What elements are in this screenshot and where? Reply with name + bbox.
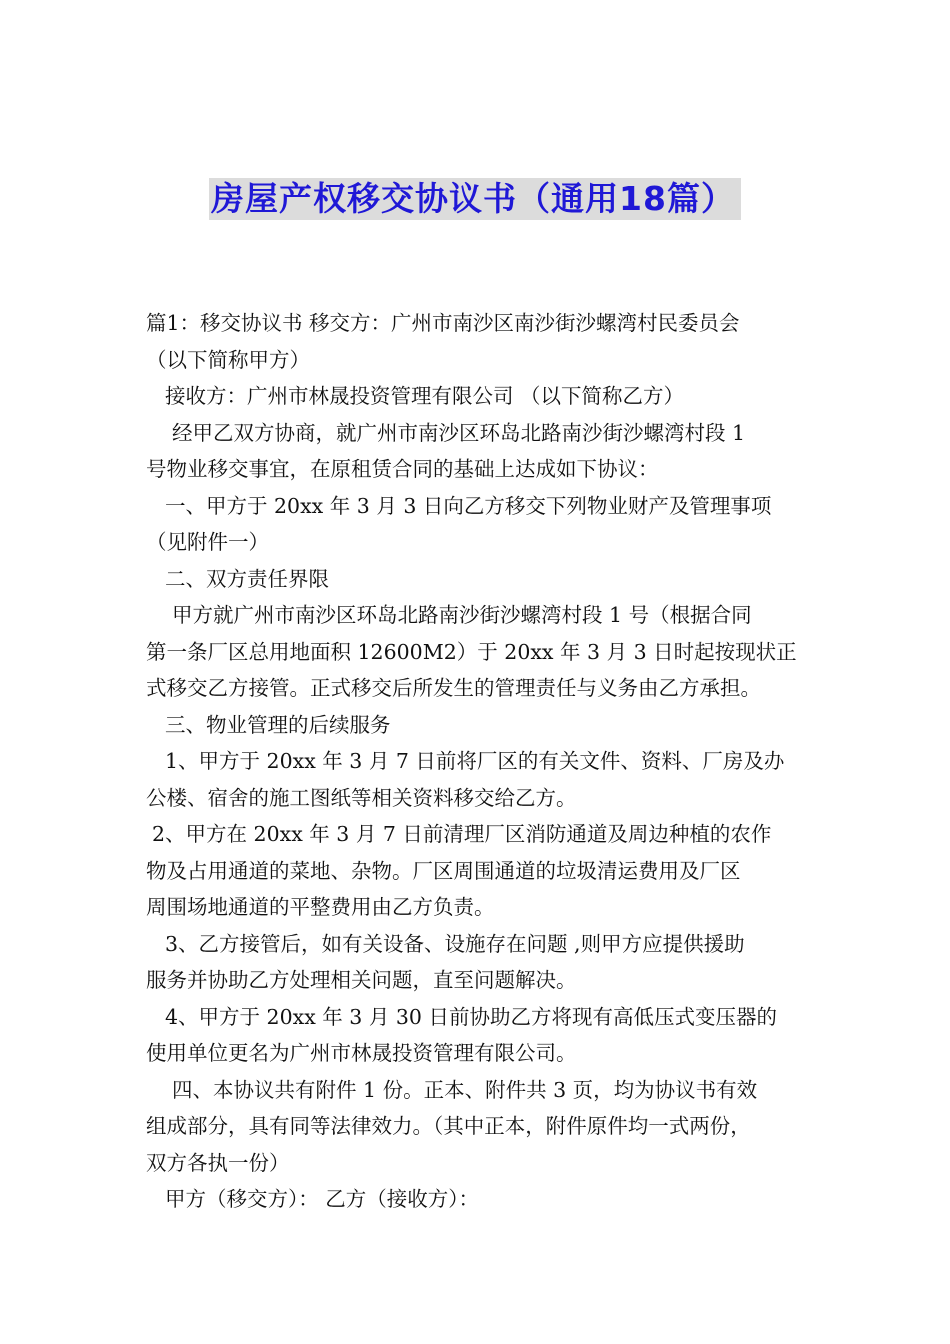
paragraph-line: 经甲乙双方协商，就广州市南沙区环岛北路南沙街沙螺湾村段 1: [172, 420, 746, 445]
paragraph-line: 四、本协议共有附件 1 份。正本、附件共 3 页，均为协议书有效: [172, 1077, 758, 1102]
document-body: [146, 305, 810, 1218]
paragraph-line: 服务并协助乙方处理相关问题，直至问题解决。: [146, 968, 577, 992]
document-title: 房屋产权移交协议书（通用18篇）: [209, 178, 741, 220]
paragraph-line: 使用单位更名为广州市林晟投资管理有限公司。: [146, 1041, 577, 1065]
paragraph-line: 公楼、宿舍的施工图纸等相关资料移交给乙方。: [146, 785, 577, 810]
paragraph-line: 接收方：广州市林晟投资管理有限公司 （以下简称乙方）: [165, 384, 685, 408]
paragraph-line: 4、甲方于 20xx 年 3 月 30 日前协助乙方将现有高低压式变压器的: [165, 1004, 777, 1029]
paragraph-line: 3、乙方接管后，如有关设备、设施存在问题 ,则甲方应提供援助: [165, 931, 745, 956]
paragraph-line: 号物业移交事宜，在原租赁合同的基础上达成如下协议：: [146, 457, 659, 481]
paragraph-line: 甲方就广州市南沙区环岛北路南沙街沙螺湾村段 1 号（根据合同: [172, 603, 752, 627]
paragraph-line: 一、甲方于 20xx 年 3 月 3 日向乙方移交下列物业财产及管理事项: [165, 493, 772, 518]
title-container: [0, 178, 950, 220]
paragraph-line: 双方各执一份）: [146, 1150, 290, 1175]
paragraph-line: 物及占用通道的菜地、杂物。厂区周围通道的垃圾清运费用及厂区: [146, 858, 741, 883]
paragraph-line: 周围场地通道的平整费用由乙方负责。: [146, 895, 495, 919]
paragraph-line: 三、物业管理的后续服务: [165, 712, 391, 737]
paragraph-line: 第一条厂区总用地面积 12600M2）于 20xx 年 3 月 3 日时起按现状正: [146, 639, 797, 664]
signature-line: 甲方（移交方）： 乙方（接收方）：: [165, 1187, 480, 1211]
paragraph-line: （见附件一）: [146, 530, 269, 554]
paragraph-line: 组成部分，具有同等法律效力。（其中正本，附件原件均一式两份，: [146, 1114, 751, 1138]
paragraph-line: 式移交乙方接管。正式移交后所发生的管理责任与义务由乙方承担。: [146, 676, 761, 700]
paragraph-line: 1、甲方于 20xx 年 3 月 7 日前将厂区的有关文件、资料、厂房及办: [165, 749, 785, 773]
paragraph-line: 二、双方责任界限: [165, 566, 329, 591]
paragraph-line: 篇1：移交协议书 移交方：广州市南沙区南沙街沙螺湾村民委员会: [146, 311, 740, 335]
paragraph-line: 2、甲方在 20xx 年 3 月 7 日前清理厂区消防通道及周边种植的农作: [152, 822, 772, 846]
paragraph-line: （以下简称甲方）: [146, 347, 310, 372]
